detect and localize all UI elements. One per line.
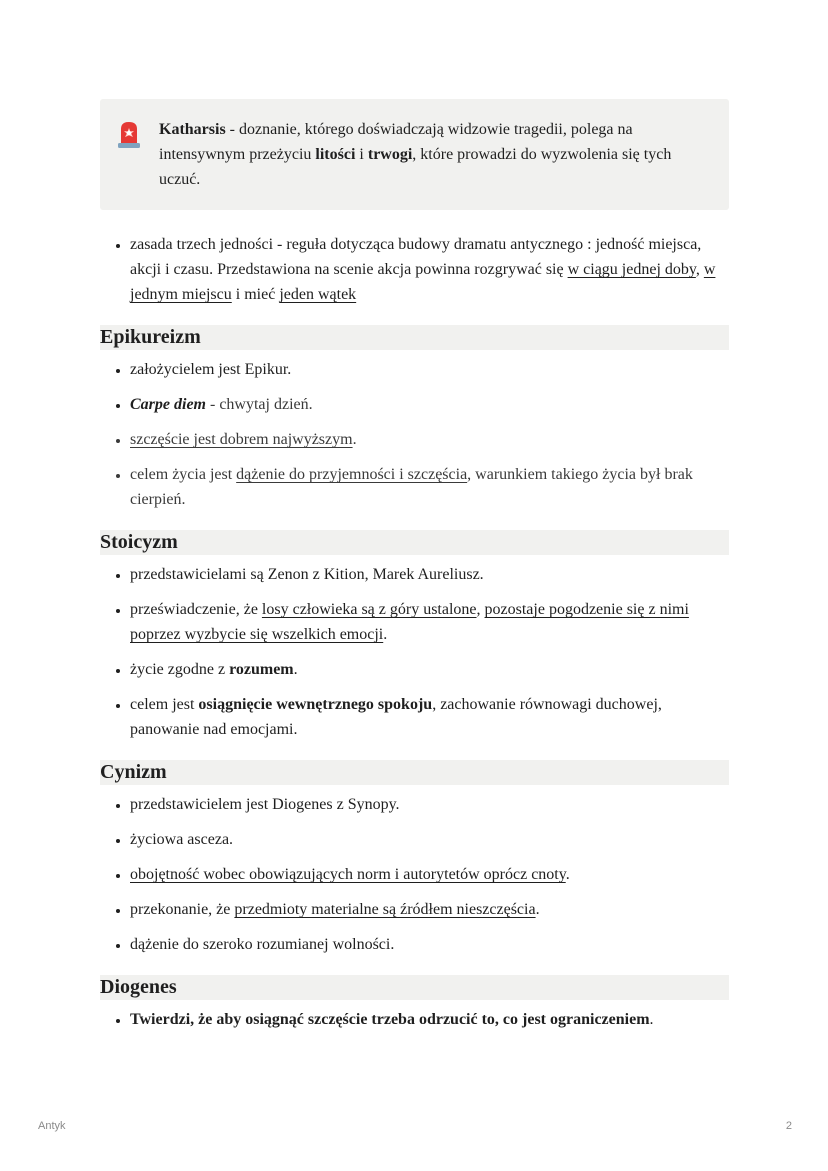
text: .	[293, 661, 298, 678]
list-item	[130, 827, 729, 852]
underlined-text: jeden wątek	[279, 286, 357, 303]
underlined-text: w ciągu jednej doby	[567, 261, 696, 278]
text: .	[383, 626, 388, 643]
katharsis-callout	[100, 99, 729, 210]
diogenes-list	[100, 1007, 729, 1032]
list-item	[130, 232, 729, 307]
callout-text-part: , które prowadzi do wyzwolenia się tych uczuć.	[159, 146, 672, 188]
text: - chwytaj dzień.	[206, 396, 313, 413]
text: przedstawicielem jest Diogenes z Synopy.	[130, 796, 400, 813]
text: zasada trzech jedności - reguła dotycząca budowy dramatu antycznego : jedność miejsca, akcji i czasu. Przedstawiona na scenie akcja powinna rozgrywać się	[130, 236, 702, 278]
cynizm-list	[100, 792, 729, 957]
heading-diogenes: Diogenes	[100, 975, 729, 1000]
list-item	[130, 462, 729, 512]
list-item	[130, 392, 729, 417]
heading-stoicyzm: Stoicyzm	[100, 530, 729, 555]
underlined-text: obojętność wobec obowiązujących norm i autorytetów oprócz cnoty	[130, 866, 566, 883]
text: dążenie do szeroko rozumianej wolności.	[130, 936, 395, 953]
list-item	[130, 562, 729, 587]
underlined-text: dążenie do przyjemności i szczęścia	[236, 466, 468, 483]
intro-list	[100, 232, 729, 307]
text: .	[649, 1011, 654, 1028]
text: przedstawicielami są Zenon z Kition, Marek Aureliusz.	[130, 566, 484, 583]
list-item	[130, 932, 729, 957]
footer-document-title: Antyk	[38, 1120, 66, 1132]
callout-bold-litosci: litości	[315, 146, 356, 163]
text: , zachowanie równowagi duchowej, panowanie nad emocjami.	[130, 696, 662, 738]
callout-text	[159, 117, 711, 192]
text: .	[352, 431, 357, 448]
heading-epikureizm: Epikureizm	[100, 325, 729, 350]
text: życie zgodne z	[130, 661, 230, 678]
text: .	[535, 901, 540, 918]
text: .	[565, 866, 570, 883]
page-footer	[38, 1120, 792, 1132]
heading-cynizm: Cynizm	[100, 760, 729, 785]
list-item	[130, 692, 729, 742]
underlined-text: przedmioty materialne są źródłem nieszczęścia	[234, 901, 536, 918]
list-item	[130, 1007, 729, 1032]
stoicyzm-list	[100, 562, 729, 742]
text: życiowa asceza.	[130, 831, 234, 848]
katharsis-term: Katharsis	[159, 121, 226, 138]
underlined-text: w jednym miejscu	[130, 261, 716, 303]
underlined-text: szczęście jest dobrem najwyższym	[130, 431, 353, 448]
bold-text: osiągnięcie wewnętrznego spokoju	[198, 696, 433, 713]
text: celem jest	[130, 696, 199, 713]
list-item	[130, 427, 729, 452]
text: celem życia jest	[130, 466, 237, 483]
underlined-text: pozostaje pogodzenie się z nimi poprzez wyzbycie się wszelkich emocji	[130, 601, 689, 643]
footer-page-number: 2	[785, 1120, 792, 1132]
underlined-text: losy człowieka są z góry ustalone	[261, 601, 477, 618]
list-item	[130, 597, 729, 647]
bold-text: rozumem	[229, 661, 294, 678]
list-item	[130, 862, 729, 887]
bold-text: Twierdzi, że aby osiągnąć szczęście trzeba odrzucić to, co jest ograniczeniem	[130, 1011, 650, 1028]
list-item	[130, 792, 729, 817]
callout-text-part: i	[355, 146, 368, 163]
bold-italic-text: Carpe diem	[130, 396, 206, 413]
epikureizm-list	[100, 357, 729, 512]
text: przekonanie, że	[130, 901, 235, 918]
callout-bold-trwogi: trwogi	[367, 146, 413, 163]
text: , warunkiem takiego życia był brak cierpień.	[130, 466, 693, 508]
text: ,	[695, 261, 704, 278]
callout-text-part: - doznanie, którego doświadczają widzowie tragedii, polega na intensywnym przeżyciu	[159, 121, 633, 163]
list-item	[130, 357, 729, 382]
document-page	[100, 99, 729, 1042]
text: przeświadczenie, że	[130, 601, 262, 618]
list-item	[130, 657, 729, 682]
text: i mieć	[231, 286, 280, 303]
text: założycielem jest Epikur.	[130, 361, 292, 378]
list-item	[130, 897, 729, 922]
text: ,	[476, 601, 485, 618]
police-siren-icon	[116, 119, 142, 149]
